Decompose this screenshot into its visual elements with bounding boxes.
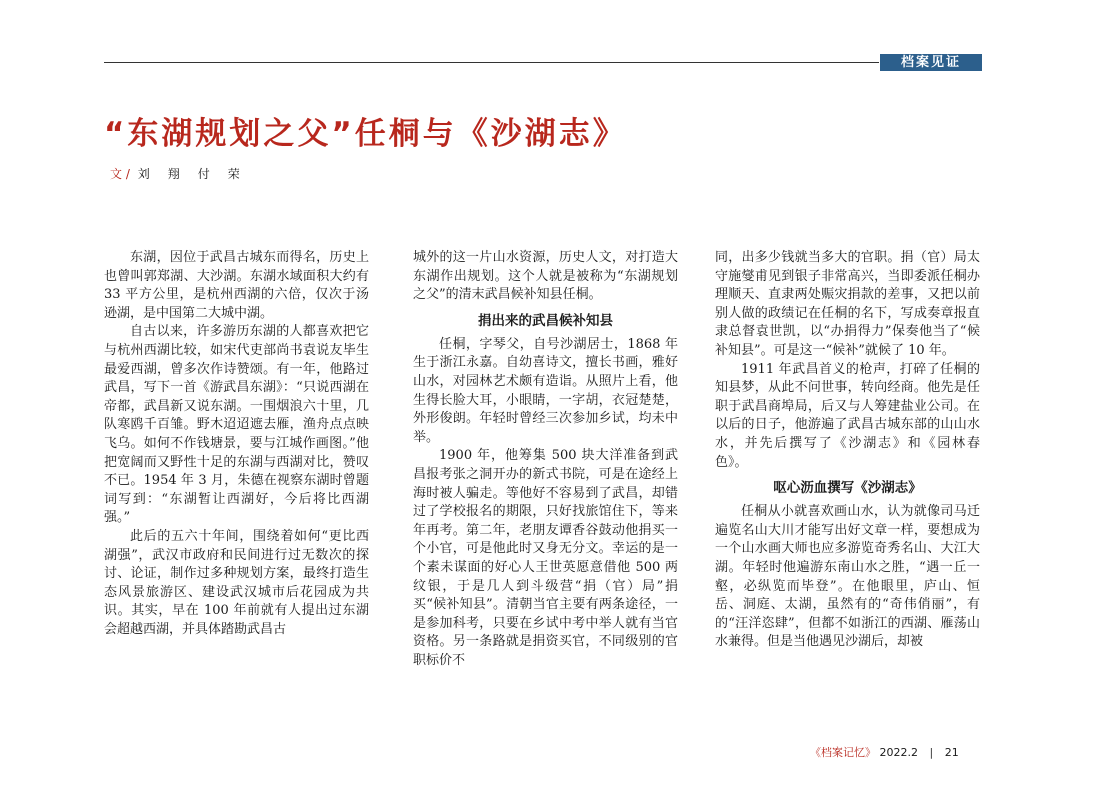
section-heading: 捐出来的武昌候补知县	[478, 312, 613, 329]
text-column-2	[413, 249, 678, 670]
paragraph: 同，出多少钱就当多大的官职。捐（官）局太守施燮甫见到银子非常高兴，当即委派任桐办理顺天、直隶两处赈灾捐款的差事，又把以前别人做的政绩记在任桐的名下，写成奏章报直隶总督袁世凯，以“办捐得力”保奏他当了“候补知县”。可是这一“候补”就候了 10 年。	[715, 250, 980, 358]
footer-separator: |	[929, 746, 934, 759]
header-rule	[104, 62, 879, 63]
footer-issue: 2022.2	[879, 746, 918, 759]
section-heading: 呕心沥血撰写《沙湖志》	[773, 480, 922, 497]
paragraph: 1900 年，他筹集 500 块大洋准备到武昌报考张之洞开办的新式书院，可是在途经上海时被人骗走。等他好不容易到了武昌，却错过了学校报名的期限，只好找旅馆住下，等来年再考。第二年，老朋友谭香谷鼓动他捐买一个小官，可是他此时又身无分文。幸运的是一个素未谋面的好心人王世英愿意借他 500 两纹银，于是几人到斗级营“捐（官）局”捐买“候补知县”。清朝当官主要有两条途径，一是参加科考，只要在乡试中考中举人就有当官资格。另一条路就是捐资买官，不同级别的官职标价不	[413, 448, 678, 668]
paragraph: 1911 年武昌首义的枪声，打碎了任桐的知县梦，从此不问世事，转向经商。他先是任职于武昌商埠局，后又与人筹建盐业公司。在以后的日子，他游遍了武昌古城东部的山山水水，并先后撰写了《沙湖志》和《园林春色》。	[715, 361, 980, 470]
byline	[110, 166, 258, 182]
paragraph: 城外的这一片山水资源，历史人文，对打造大东湖作出规划。这个人就是被称为“东湖规划之父”的清末武昌候补知县任桐。	[413, 250, 678, 303]
paragraph: 自古以来，许多游历东湖的人都喜欢把它与杭州西湖比较，如宋代吏部尚书袁说友毕生最爱西湖，曾多次作诗赞颂。有一年，他路过武昌，写下一首《游武昌东湖》：“只说西湖在帝都，武昌新又说东湖。一围烟浪六十里，几队寒鸥千百雏。野木迢迢遮去雁，渔舟点点映飞乌。如何不作钱塘景，要与江城作画图。”他把宽阔而又野性十足的东湖与西湖对比，赞叹不已。1954 年 3 月，朱德在视察东湖时曾题词写到：“东湖暂让西湖好，今后将比西湖强。”	[104, 324, 369, 526]
footer-publication: 《档案记忆》	[810, 746, 876, 759]
section-tag: 档案见证	[880, 54, 982, 71]
page-footer	[810, 746, 990, 760]
text-column-3	[715, 249, 980, 652]
byline-author: 刘翔付荣	[137, 167, 258, 181]
article-title: “东湖规划之父”任桐与《沙湖志》	[104, 116, 627, 152]
paragraph: 任桐，字琴父，自号沙湖居士，1868 年生于浙江永嘉。自幼喜诗文，擅长书画，雅好山水，对园林艺术颇有造诣。从照片上看，他生得长脸大耳，小眼睛，一字胡，衣冠楚楚，外形俊朗。年轻时曾经三次参加乡试，均未中举。	[413, 336, 678, 445]
paragraph: 此后的五六十年间，围绕着如何“更比西湖强”，武汉市政府和民间进行过无数次的探讨、论证，制作过多种规划方案，最终打造生态风景旅游区、建设武汉城市后花园成为共识。其实，早在 100 年前就有人提出过东湖会超越西湖，并具体踏勘武昌古	[104, 528, 369, 637]
byline-prefix: 文 /	[110, 167, 130, 181]
paragraph: 东湖，因位于武昌古城东而得名，历史上也曾叫郭郑湖、大沙湖。东湖水域面积大约有 33 平方公里，是杭州西湖的六倍，仅次于汤逊湖，是中国第二大城中湖。	[104, 250, 369, 321]
paragraph: 任桐从小就喜欢画山水，认为就像司马迁遍览名山大川才能写出好文章一样，要想成为一个山水画大师也应多游览奇秀名山、大江大湖。年轻时他遍游东南山水之胜，“遇一丘一壑，必纵览而毕登”。在他眼里，庐山、恒岳、洞庭、太湖，虽然有的“奇伟俏丽”，有的“汪洋恣肆”，但都不如浙江的西湖、雁荡山水兼得。但是当他遇见沙湖后，却被	[715, 504, 980, 650]
footer-page-number: 21	[944, 746, 959, 759]
text-column-1	[104, 249, 369, 639]
